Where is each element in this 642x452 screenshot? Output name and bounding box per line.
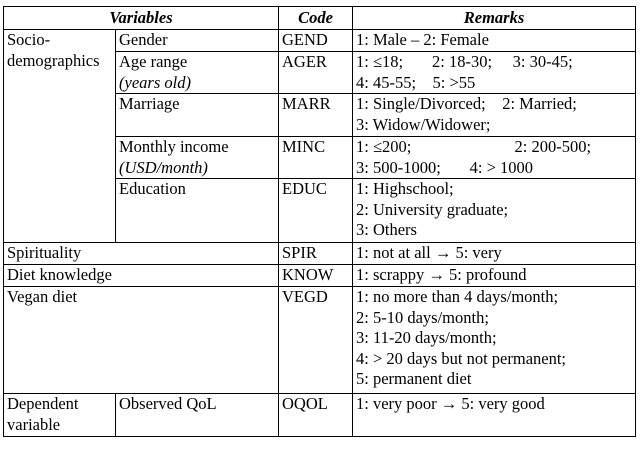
variables-table xyxy=(3,6,636,437)
header-remarks: Remarks xyxy=(353,7,636,30)
variable-cell: Spirituality xyxy=(4,243,279,265)
table-row xyxy=(4,30,636,52)
variable-cell: Observed QoL xyxy=(116,394,279,437)
header-row xyxy=(4,7,636,30)
unit-label: (USD/month) xyxy=(119,157,208,177)
unit-label: (years old) xyxy=(119,72,191,92)
code-cell: VEGD xyxy=(279,287,353,394)
remarks-cell: 1: Highschool; 2: University graduate; 3: Others xyxy=(353,179,636,243)
group-label-socio-demographics: Socio- demographics xyxy=(4,30,116,243)
variable-cell: Monthly income (USD/month) xyxy=(116,137,279,179)
variable-cell: Age range (years old) xyxy=(116,52,279,94)
remarks-cell: 1: very poor → 5: very good xyxy=(353,394,636,437)
table-row xyxy=(4,287,636,394)
table-row xyxy=(4,265,636,287)
remarks-cell: 1: not at all → 5: very xyxy=(353,243,636,265)
code-cell: GEND xyxy=(279,30,353,52)
remarks-cell: 1: scrappy → 5: profound xyxy=(353,265,636,287)
code-cell: MARR xyxy=(279,94,353,137)
variable-cell: Vegan diet xyxy=(4,287,279,394)
variable-cell: Gender xyxy=(116,30,279,52)
variable-cell: Marriage xyxy=(116,94,279,137)
remarks-cell: 1: no more than 4 days/month; 2: 5-10 days/month; 3: 11-20 days/month; 4: > 20 days but not permanent; 5: permanent diet xyxy=(353,287,636,394)
variable-cell: Education xyxy=(116,179,279,243)
code-cell: OQOL xyxy=(279,394,353,437)
code-cell: EDUC xyxy=(279,179,353,243)
remarks-cell: 1: Male – 2: Female xyxy=(353,30,636,52)
code-cell: SPIR xyxy=(279,243,353,265)
remarks-cell: 1: ≤200; 2: 200-500; 3: 500-1000; 4: > 1000 xyxy=(353,137,636,179)
group-label-dependent-variable: Dependent variable xyxy=(4,394,116,437)
table-row xyxy=(4,394,636,437)
header-code: Code xyxy=(279,7,353,30)
code-cell: MINC xyxy=(279,137,353,179)
table-row xyxy=(4,243,636,265)
header-variables: Variables xyxy=(4,7,279,30)
remarks-cell: 1: ≤18; 2: 18-30; 3: 30-45; 4: 45-55; 5: >55 xyxy=(353,52,636,94)
variable-cell: Diet knowledge xyxy=(4,265,279,287)
code-cell: KNOW xyxy=(279,265,353,287)
remarks-cell: 1: Single/Divorced; 2: Married; 3: Widow/Widower; xyxy=(353,94,636,137)
code-cell: AGER xyxy=(279,52,353,94)
